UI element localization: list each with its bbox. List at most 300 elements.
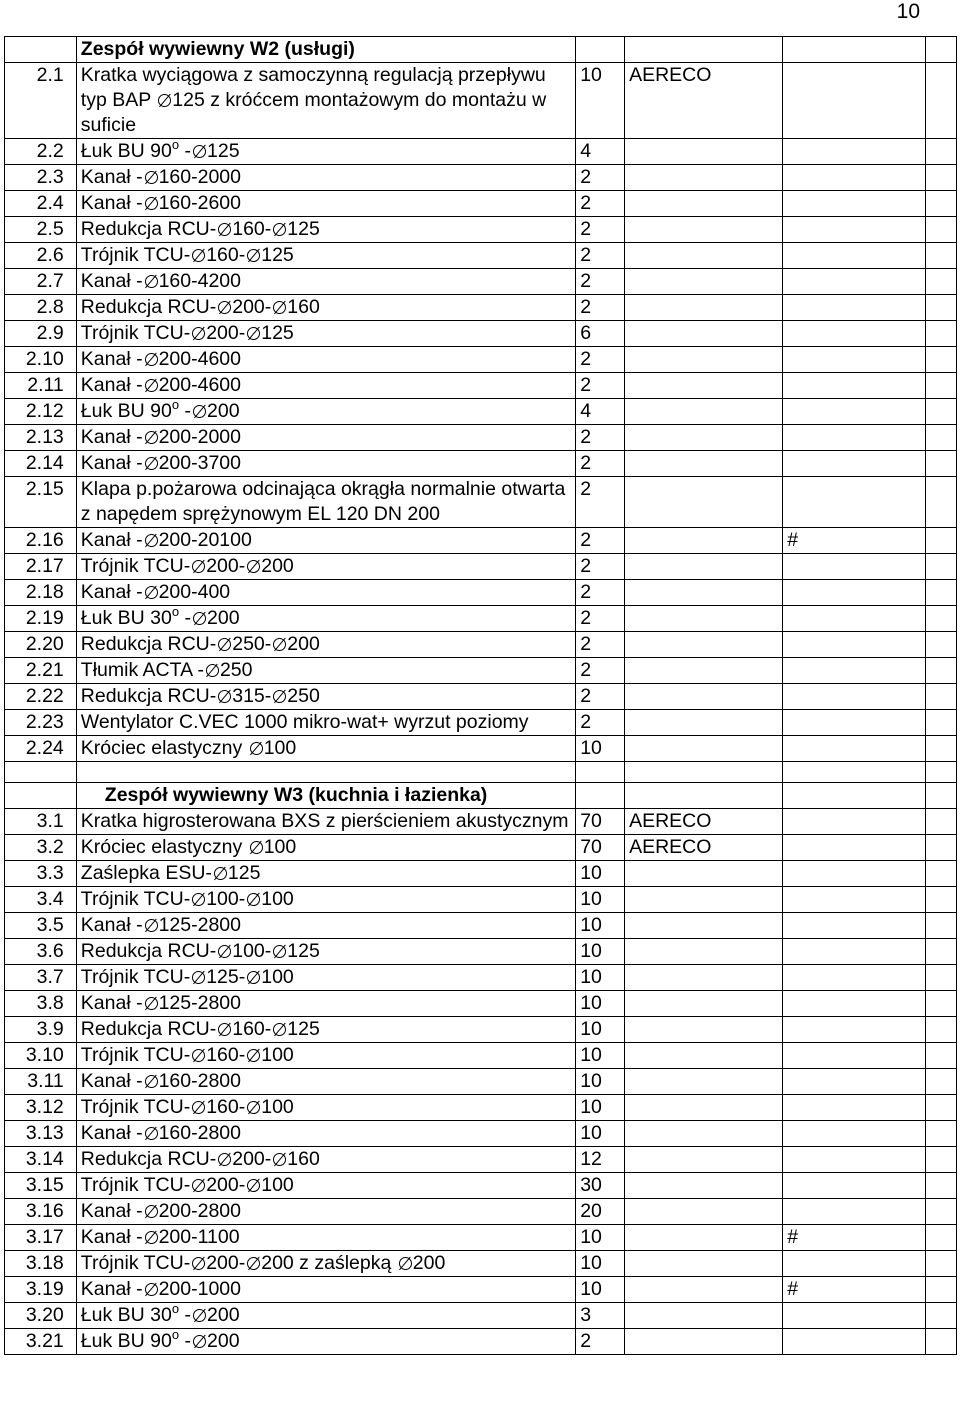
item-quantity: 2 [576,1329,625,1355]
item-mark [783,243,926,269]
item-name-text: 200-4600 [158,348,241,370]
table-row [5,913,957,939]
item-number: 3.4 [5,887,77,913]
item-mark [783,451,926,477]
item-number: 2.22 [5,684,77,710]
diameter-icon [145,1127,158,1140]
item-name [76,1277,575,1303]
item-name [76,1095,575,1121]
item-mark: # [783,1225,926,1251]
degree-superscript: o [171,138,180,152]
empty-cell [925,347,956,373]
item-quantity: 2 [576,347,625,373]
item-manufacturer [625,217,783,243]
item-mark [783,1069,926,1095]
item-manufacturer [625,191,783,217]
item-quantity: 6 [576,321,625,347]
item-quantity: 10 [576,1095,625,1121]
empty-cell [925,835,956,861]
item-name-text: Redukcja RCU- [80,633,217,655]
item-manufacturer [625,991,783,1017]
item-number: 3.1 [5,809,77,835]
diameter-icon [145,997,158,1010]
item-number [5,783,77,809]
item-name-text: 125 [261,244,294,266]
item-name-text: - [179,400,191,422]
item-number: 3.21 [5,1329,77,1355]
item-name-text: Łuk BU 30 [80,1304,172,1326]
item-quantity: 2 [576,606,625,632]
diameter-icon [145,431,158,444]
diameter-icon [399,1257,412,1270]
diameter-icon [247,560,260,573]
diameter-icon [158,94,171,107]
item-manufacturer [625,477,783,528]
diameter-icon [145,379,158,392]
item-name-text: Kratka wyciągowa z samoczynną regulacją przepływu typ BAP [80,64,546,111]
item-name-text: 160- [232,218,272,240]
item-number: 2.13 [5,425,77,451]
diameter-icon [273,945,286,958]
item-mark [783,477,926,528]
item-name-text: 125 z króćcem montażowym do montażu w suficie [80,89,547,136]
item-number: 2.5 [5,217,77,243]
item-manufacturer [625,1069,783,1095]
diameter-icon [218,301,231,314]
item-mark [783,939,926,965]
item-name-text: 160-4200 [158,270,241,292]
item-name-text: Trójnik TCU- [80,555,191,577]
diameter-icon [145,275,158,288]
item-manufacturer [625,139,783,165]
table-row [5,217,957,243]
table-row [5,191,957,217]
item-mark [783,736,926,762]
item-number: 3.17 [5,1225,77,1251]
item-manufacturer: AERECO [625,63,783,139]
degree-superscript: o [171,605,180,619]
item-number: 3.13 [5,1121,77,1147]
item-name-text: 160- [206,1096,246,1118]
table-row [5,710,957,736]
item-number: 3.2 [5,835,77,861]
item-name-text: Klapa p.pożarowa odcinająca okrągła normalnie otwarta z napędem sprężynowym EL 120 DN 200 [80,478,566,525]
table-row [5,321,957,347]
item-name-text: 200 [207,1304,240,1326]
item-name-text: Trójnik TCU- [80,888,191,910]
item-mark [783,1329,926,1355]
empty-cell [925,217,956,243]
table-row [5,425,957,451]
item-number: 2.17 [5,554,77,580]
item-name [76,399,575,425]
item-name-text: Zaślepka ESU- [80,862,212,884]
item-number: 2.10 [5,347,77,373]
empty-cell [925,965,956,991]
item-name-text: Wentylator C.VEC 1000 mikro-wat+ wyrzut poziomy [80,711,529,733]
diameter-icon [193,145,206,158]
item-manufacturer [625,528,783,554]
item-quantity: 2 [576,191,625,217]
item-number: 2.8 [5,295,77,321]
item-mark [783,347,926,373]
item-manufacturer [625,425,783,451]
item-name-text: 100 [263,737,297,759]
item-manufacturer [625,1329,783,1355]
item-mark [783,887,926,913]
table-row [5,684,957,710]
item-manufacturer [625,1017,783,1043]
item-number: 2.19 [5,606,77,632]
empty-cell [925,269,956,295]
item-name-text: 160 [287,296,320,318]
item-name-text: 160-2600 [158,192,241,214]
empty-cell [925,37,956,63]
item-name [76,965,575,991]
diameter-icon [145,457,158,470]
item-manufacturer [625,580,783,606]
item-name-text: 125 [287,940,320,962]
item-name [76,736,575,762]
item-quantity: 10 [576,1225,625,1251]
item-name-text: Króciec elastyczny [80,836,248,858]
empty-cell [625,783,783,809]
item-name-text: Trójnik TCU- [80,244,191,266]
table-row [5,347,957,373]
diameter-icon [145,171,158,184]
item-name-text: Redukcja RCU- [80,940,217,962]
degree-superscript: o [171,1302,180,1316]
table-row [5,606,957,632]
empty-cell [925,243,956,269]
item-name [76,1303,575,1329]
item-name [76,939,575,965]
item-number: 3.11 [5,1069,77,1095]
item-name [76,1199,575,1225]
item-name-text: 160-2000 [158,166,241,188]
item-name-text: 200 [261,555,294,577]
item-manufacturer [625,1095,783,1121]
diameter-icon [192,1257,205,1270]
item-name [76,425,575,451]
item-manufacturer [625,1225,783,1251]
spacer-row [5,762,957,783]
item-name-text: 100 [263,836,297,858]
item-manufacturer [625,684,783,710]
item-name [76,887,575,913]
item-quantity: 2 [576,528,625,554]
item-quantity: 2 [576,658,625,684]
item-name [76,347,575,373]
table-row [5,580,957,606]
item-name [76,63,575,139]
item-name-text: 200-2000 [158,426,241,448]
empty-cell [925,658,956,684]
item-number: 2.12 [5,399,77,425]
item-number: 2.2 [5,139,77,165]
item-name-text: 100 [261,1044,294,1066]
item-name [76,1225,575,1251]
table-row [5,965,957,991]
item-quantity: 3 [576,1303,625,1329]
item-quantity: 2 [576,165,625,191]
item-name [76,295,575,321]
empty-cell [925,1225,956,1251]
item-manufacturer [625,1043,783,1069]
item-manufacturer [625,939,783,965]
diameter-icon [247,971,260,984]
table-row [5,1303,957,1329]
item-number: 2.4 [5,191,77,217]
empty-cell [576,762,625,783]
table-row [5,1173,957,1199]
empty-cell [925,1017,956,1043]
item-name-text: Kanał - [80,192,143,214]
item-manufacturer [625,399,783,425]
item-name-text: 100 [261,1174,294,1196]
item-name-text: Kanał - [80,581,143,603]
item-name [76,1121,575,1147]
item-mark [783,710,926,736]
item-number: 2.21 [5,658,77,684]
table-row [5,887,957,913]
item-name-text: 200 [412,1252,446,1274]
item-number: 2.23 [5,710,77,736]
diameter-icon [193,1309,206,1322]
diameter-icon [145,1075,158,1088]
item-manufacturer [625,451,783,477]
item-number: 2.7 [5,269,77,295]
item-number [5,37,77,63]
item-number: 3.14 [5,1147,77,1173]
empty-cell [925,451,956,477]
empty-cell [925,1069,956,1095]
item-quantity: 10 [576,939,625,965]
empty-cell [925,295,956,321]
diameter-icon [247,249,260,262]
table-row [5,477,957,528]
item-quantity: 2 [576,373,625,399]
item-mark [783,606,926,632]
table-row [5,399,957,425]
item-quantity: 4 [576,399,625,425]
item-mark [783,554,926,580]
table-row [5,835,957,861]
empty-cell [925,1303,956,1329]
empty-cell [925,425,956,451]
item-number: 2.16 [5,528,77,554]
item-name-text: 200 [207,400,240,422]
section-title: Zespół wywiewny W2 (usługi) [76,37,575,63]
item-manufacturer [625,1147,783,1173]
table-row [5,632,957,658]
item-mark [783,632,926,658]
table-row [5,861,957,887]
item-quantity: 2 [576,295,625,321]
item-name-text: Trójnik TCU- [80,966,191,988]
item-mark [783,913,926,939]
item-manufacturer [625,554,783,580]
empty-cell [925,1173,956,1199]
item-name [76,1069,575,1095]
item-name [76,809,575,835]
item-quantity: 10 [576,736,625,762]
diameter-icon [247,1179,260,1192]
empty-cell [625,762,783,783]
empty-cell [625,37,783,63]
item-number: 3.16 [5,1199,77,1225]
item-mark [783,1043,926,1069]
empty-cell [925,991,956,1017]
item-quantity: 10 [576,861,625,887]
item-number: 3.18 [5,1251,77,1277]
item-name-text: 125 [287,218,320,240]
item-name-text: 200- [206,1174,246,1196]
item-name-text: - [179,1304,191,1326]
diameter-icon [218,945,231,958]
item-mark: # [783,528,926,554]
item-name-text: 125 [227,862,261,884]
item-quantity: 30 [576,1173,625,1199]
item-name [76,991,575,1017]
item-manufacturer [625,913,783,939]
empty-cell [925,684,956,710]
empty-cell [925,1147,956,1173]
item-number: 3.7 [5,965,77,991]
table-row [5,991,957,1017]
item-name-text: 315- [232,685,272,707]
item-name-text: 200 [287,633,320,655]
empty-cell [576,783,625,809]
item-number: 2.15 [5,477,77,528]
diameter-icon [192,1049,205,1062]
item-number: 2.14 [5,451,77,477]
item-quantity: 10 [576,1069,625,1095]
empty-cell [925,1043,956,1069]
diameter-icon [214,867,227,880]
diameter-icon [206,664,219,677]
item-quantity: 2 [576,243,625,269]
item-name [76,913,575,939]
item-manufacturer [625,632,783,658]
item-quantity: 2 [576,684,625,710]
item-name [76,658,575,684]
item-quantity: 10 [576,63,625,139]
diameter-icon [145,197,158,210]
item-mark: # [783,1277,926,1303]
section-header-row [5,783,957,809]
item-name-text: Kanał - [80,426,143,448]
item-manufacturer [625,1199,783,1225]
item-manufacturer [625,887,783,913]
item-name-text: 200- [206,555,246,577]
diameter-icon [192,327,205,340]
item-number: 3.9 [5,1017,77,1043]
item-name-text: Trójnik TCU- [80,1174,191,1196]
item-name-text: 250 [219,659,253,681]
item-quantity: 2 [576,710,625,736]
item-name-text: 160- [206,244,246,266]
empty-cell [925,783,956,809]
item-mark [783,165,926,191]
item-name [76,1251,575,1277]
item-name-text: 200 [207,607,240,629]
item-name-text: 200-20100 [158,529,252,551]
diameter-icon [145,1231,158,1244]
item-name-text: 200- [232,1148,272,1170]
item-mark [783,1095,926,1121]
item-name [76,580,575,606]
item-name-text: Trójnik TCU- [80,322,191,344]
item-quantity: 12 [576,1147,625,1173]
item-manufacturer [625,1277,783,1303]
table-row [5,1251,957,1277]
item-name-text: 200-4600 [158,374,241,396]
empty-cell [783,37,926,63]
empty-cell [925,887,956,913]
item-name [76,1043,575,1069]
item-name-text: - [179,1330,191,1352]
item-manufacturer [625,321,783,347]
item-name [76,477,575,528]
item-number: 3.12 [5,1095,77,1121]
item-name-text: 125 [207,140,240,162]
item-mark [783,809,926,835]
diameter-icon [250,841,263,854]
item-quantity: 10 [576,1251,625,1277]
empty-cell [925,913,956,939]
item-name-text: Króciec elastyczny [80,737,248,759]
diameter-icon [193,612,206,625]
diameter-icon [192,971,205,984]
item-name-text: 200- [206,322,246,344]
table-row [5,1043,957,1069]
item-quantity: 10 [576,1277,625,1303]
item-name-text: Redukcja RCU- [80,1018,217,1040]
item-quantity: 70 [576,835,625,861]
item-mark [783,1199,926,1225]
item-quantity: 2 [576,451,625,477]
item-name-text: Kanał - [80,374,143,396]
item-manufacturer: AERECO [625,835,783,861]
empty-cell [925,63,956,139]
diameter-icon [218,1153,231,1166]
item-name [76,243,575,269]
table-row [5,373,957,399]
item-name-text: 125 [287,1018,320,1040]
item-manufacturer [625,710,783,736]
item-name-text: Redukcja RCU- [80,1148,217,1170]
item-name-text: 200-400 [158,581,231,603]
item-name [76,710,575,736]
item-quantity: 4 [576,139,625,165]
item-number: 3.20 [5,1303,77,1329]
item-mark [783,1303,926,1329]
item-name-text: 160- [206,1044,246,1066]
item-name [76,451,575,477]
table-row [5,1095,957,1121]
item-number: 2.9 [5,321,77,347]
diameter-icon [247,1049,260,1062]
item-mark [783,425,926,451]
diameter-icon [273,690,286,703]
item-manufacturer [625,243,783,269]
item-quantity: 10 [576,965,625,991]
item-number: 2.3 [5,165,77,191]
item-mark [783,965,926,991]
empty-cell [925,191,956,217]
diameter-icon [273,1023,286,1036]
